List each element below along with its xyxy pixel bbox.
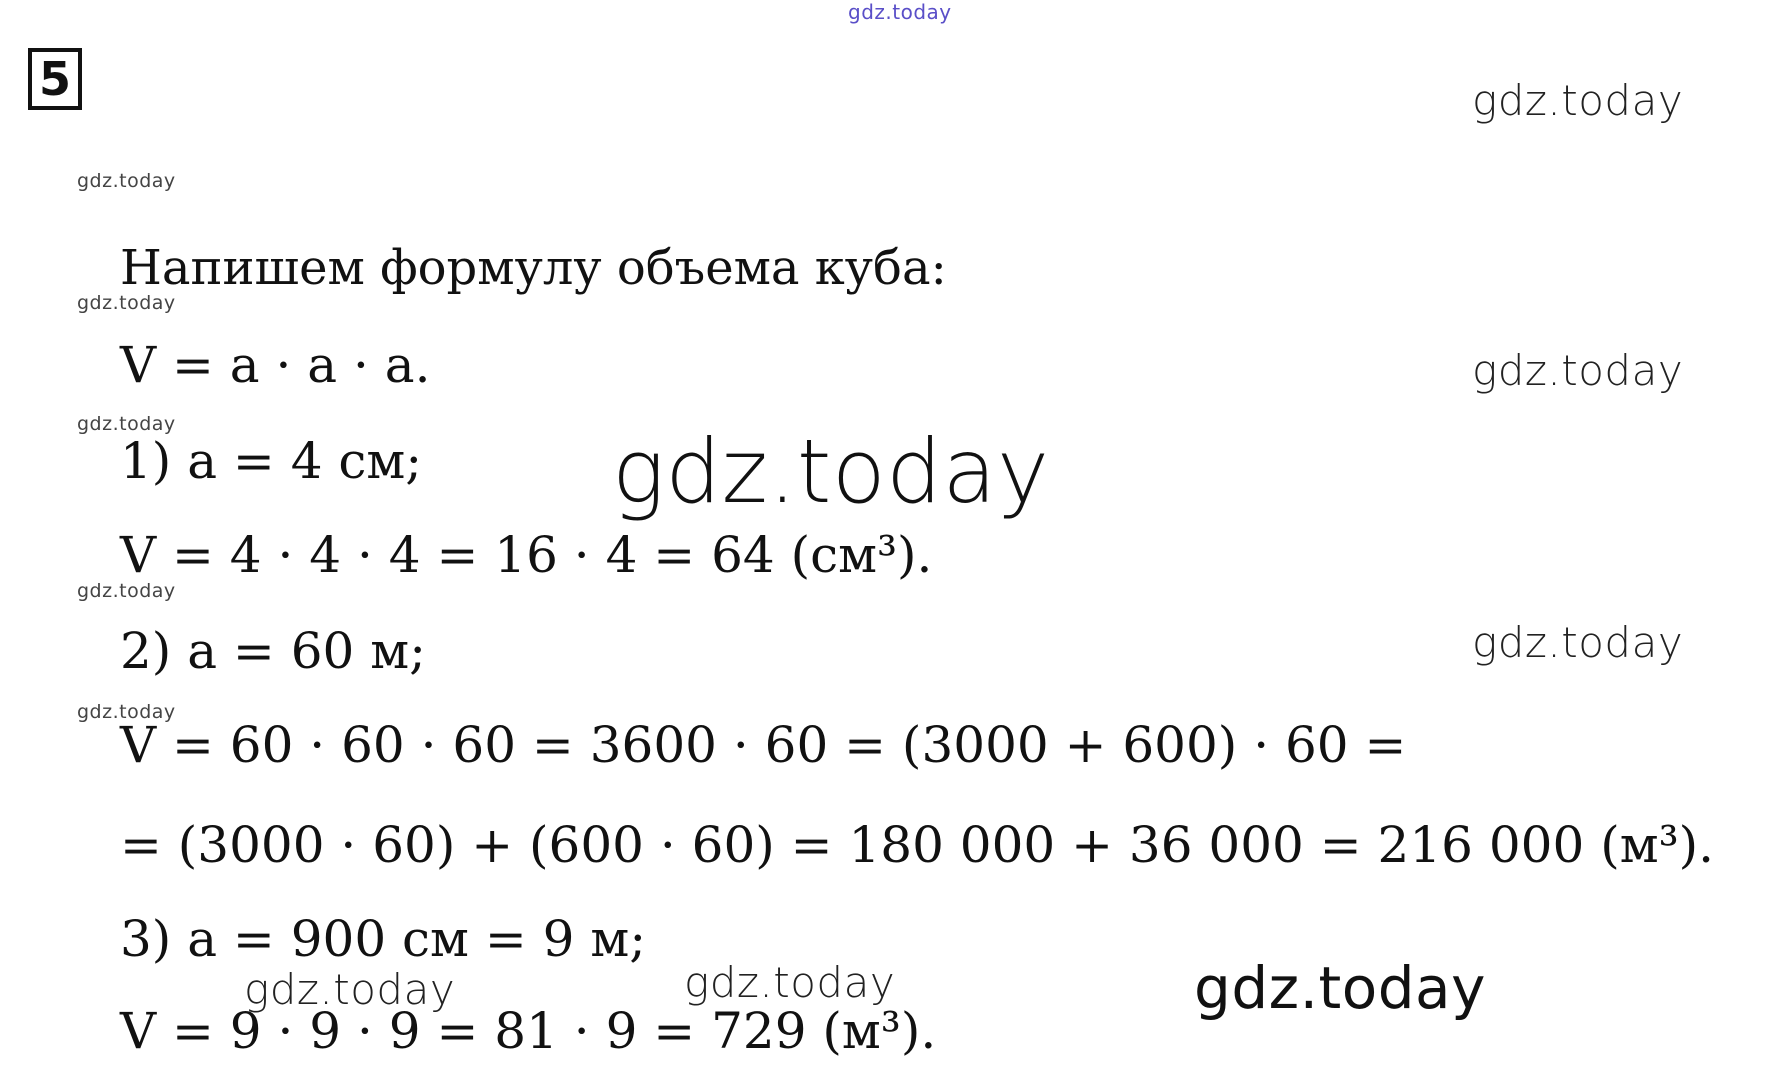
watermark-bottom-center: gdz.today <box>684 958 896 1007</box>
watermark-left-3: gdz.today <box>77 413 176 435</box>
case-3-calculation: V = 9 · 9 · 9 = 81 · 9 = 729 (м³). <box>120 1002 937 1060</box>
task-number: 5 <box>38 52 71 106</box>
task-number-box <box>28 48 82 110</box>
volume-formula: V = a · a · a. <box>120 336 431 394</box>
solution-heading: Напишем формулу объема куба: <box>120 240 947 296</box>
case-2-given: 2) a = 60 м; <box>120 622 426 680</box>
watermark-bottom-left: gdz.today <box>244 965 456 1014</box>
watermark-left-5: gdz.today <box>77 701 176 723</box>
watermark-right-2: gdz.today <box>1472 346 1684 395</box>
watermark-left-1: gdz.today <box>77 170 176 192</box>
watermark-right-3: gdz.today <box>1472 618 1684 667</box>
watermark-right-1: gdz.today <box>1472 76 1684 125</box>
case-3-given: 3) a = 900 см = 9 м; <box>120 910 647 968</box>
case-1-given: 1) a = 4 см; <box>120 432 423 490</box>
watermark-left-4: gdz.today <box>77 580 176 602</box>
watermark-center-big: gdz.today <box>612 420 1050 523</box>
watermark-top: gdz.today <box>848 0 952 24</box>
case-2-calculation-line-2: = (3000 · 60) + (600 · 60) = 180 000 + 36 000 = 216 000 (м³). <box>120 816 1715 874</box>
watermark-left-2: gdz.today <box>77 292 176 314</box>
case-1-calculation: V = 4 · 4 · 4 = 16 · 4 = 64 (см³). <box>120 526 933 584</box>
watermark-bottom-right: gdz.today <box>1194 954 1486 1022</box>
case-2-calculation-line-1: V = 60 · 60 · 60 = 3600 · 60 = (3000 + 600) · 60 = <box>120 716 1407 774</box>
